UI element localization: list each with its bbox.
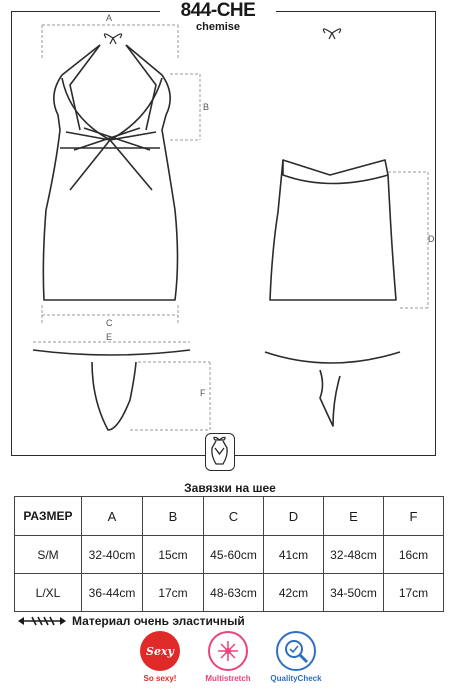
cell: 17cm: [384, 574, 444, 612]
dim-label-b: B: [203, 102, 210, 112]
table-row: [15, 574, 444, 612]
dim-label-a: A: [106, 13, 113, 23]
cell: 16cm: [384, 536, 444, 574]
cell: 17cm: [143, 574, 204, 612]
cell: 32-48cm: [324, 536, 384, 574]
cell: 36-44cm: [82, 574, 143, 612]
badge-so-sexy: [128, 631, 192, 683]
stretch-arrows-icon: [18, 616, 66, 626]
cell: 15cm: [143, 536, 204, 574]
material-note: [18, 612, 245, 630]
row-size: L/XL: [15, 574, 82, 612]
cell: 41cm: [264, 536, 324, 574]
model-number: 844-CHE: [180, 0, 256, 21]
dim-label-e: E: [106, 332, 113, 342]
dim-label-d: D: [428, 234, 435, 244]
chemise-back-outline: [270, 160, 396, 300]
badge-label: Multistretch: [205, 674, 251, 683]
material-text: Материал очень эластичный: [72, 614, 245, 628]
dim-label-f: F: [200, 388, 206, 398]
front-bow-icon: [104, 34, 121, 44]
sexy-logo-icon: [140, 631, 180, 671]
size-table-header: [15, 497, 444, 536]
quality-check-icon: [276, 631, 316, 671]
tie-caption: Завязки на шее: [184, 481, 276, 495]
cell: 42cm: [264, 574, 324, 612]
multistretch-icon: [208, 631, 248, 671]
thong-back: [265, 352, 400, 426]
badge-label: QualityCheck: [270, 674, 322, 683]
badge-multistretch: [196, 631, 260, 683]
table-row: [15, 536, 444, 574]
thong-front: [33, 350, 190, 430]
badge-label: So sexy!: [143, 674, 177, 683]
cell: 32-40cm: [82, 536, 143, 574]
header-b: B: [143, 497, 204, 536]
header-c: C: [204, 497, 264, 536]
chemise-front-cups: [62, 78, 162, 140]
row-size: S/M: [15, 536, 82, 574]
product-type: chemise: [195, 21, 241, 33]
badge-quality-check: [264, 631, 328, 683]
dim-label-c: C: [106, 318, 113, 328]
neck-tie-icon: [205, 433, 235, 471]
svg-text:Sexy: Sexy: [146, 645, 174, 658]
back-bow-icon: [323, 29, 340, 39]
size-table: [14, 496, 444, 612]
cell: 34-50cm: [324, 574, 384, 612]
cell: 45-60cm: [204, 536, 264, 574]
cell: 48-63cm: [204, 574, 264, 612]
header-a: A: [82, 497, 143, 536]
header-size: РАЗМЕР: [15, 497, 82, 536]
header-e: E: [324, 497, 384, 536]
header-d: D: [264, 497, 324, 536]
header-f: F: [384, 497, 444, 536]
